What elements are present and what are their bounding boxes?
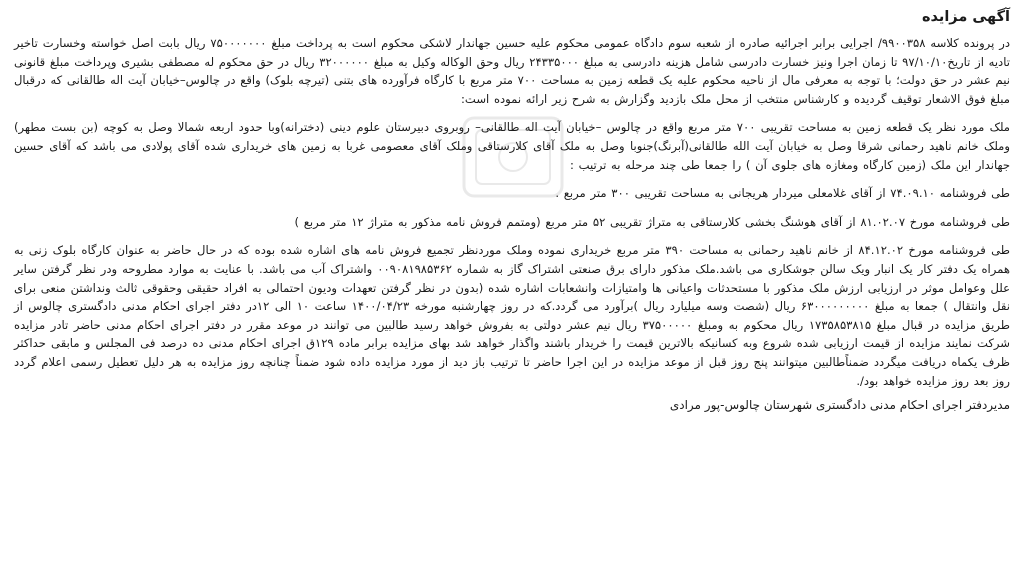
notice-paragraph-deed-2: طی فروشنامه مورخ ۸۱.۰۲.۰۷ از آقای هوشنگ بخشی کلارستاقی به متراژ تقریبی ۵۲ متر مربع (ومتمم فروش نامه مذکور به متراژ ۱۲ متر مربع ): [294, 214, 1010, 229]
notice-paragraph-property: ملک مورد نظر یک قطعه زمین به مساحت تقریبی ۷۰۰ متر مربع واقع در چالوس –خیابان آیت اله طالقانی– روبروی دبیرستان علوم دینی (دخترانه)وبا حدود اربعه شمالا وصل به کوچه (بن بست مطهر) وملک خانم ناهید رحمانی شرقا وصل به خیابان آیت الله طالقانی(آبرنگ)جنوبا وصل به ملک آقای کلارستاقی وملک آقای معصومی غربا به زمین های خریداری شده آقای پولادی می باشد که آقای حسین جهاندار این ملک (زمین کارگاه ومغازه های جلوی آن ) را جمعا طی چند مرحله به ترتیب :: [14, 120, 1011, 172]
notice-paragraph-deed-1: طی فروشنامه ۷۴.۰۹.۱۰ از آقای غلامعلی میردار هریجانی به مساحت تقریبی ۳۰۰ متر مربع .: [555, 186, 1010, 201]
notice-paragraph-case: در پرونده کلاسه ۹۹۰۰۳۵۸/ اجرایی برابر اجرائیه صادره از شعبه سوم دادگاه عمومی محکوم علیه حسین جهاندار لاشکی محکوم است به پرداخت مبلغ ۷۵۰۰۰۰۰۰۰ ریال بابت اصل خواسته وخسارت تاخیر تادیه از تاریخ۹۷/۱۰/۱۰ تا زمان اجرا ونیز خسارت دادرسی شامل هزینه دادرسی به مبلغ ۲۴۳۳۵۰۰۰ ریال وحق الوکاله وکیل به مبلغ ۳۲۰۰۰۰۰۰ ریال در حق محکوم له مصطفی بشیری وپرداخت مبلغ قانونی نیم عشر در حق دولت؛ با توجه به معرفی مال از ناحیه محکوم علیه یک قطعه زمین به مساحت ۷۰۰ متر مربع با کارگاه فرآورده های بتنی (تیرچه بلوک) واقع در چالوس–خیابان آیت اله طالقانی که درقبال مبلغ فوق الاشعار توقیف گردیده و کارشناس منتخب از محل ملک بازدید وگزارش به شرح زیر ارائه نموده است:: [14, 36, 1010, 106]
notice-paragraph-deed-3: طی فروشنامه مورخ ۸۴.۱۲.۰۲ از خانم ناهید رحمانی به مساحت ۳۹۰ متر مربع خریداری نموده وملک موردنظر تجمیع فروش نامه های اشاره شده بوده که در حال حاضر به عنوان کارگاه بلوک زنی به همراه یک دفتر کار یک انبار ویک سالن جوشکاری می باشد.ملک مذکور دارای برق صنعتی اشتراک گاز به شماره ۰۰۹۰۸۱۹۸۵۳۶۲ واشتراک آب می باشد. با عنایت به موارد مطروحه ودر نظر گرفتن سایر علل وعوامل موثر در ارزیابی ارزش ملک مذکور با مستحدثات واعیانی ها وامتیازات وانشعابات اشاره شده (بدون در نظر گرفتن تعهدات ودیون احتمالی به افراد حقیقی وحقوقی ثالث ونداشتن منعی برای نقل وانتقال ) جمعا به مبلغ ۶۳۰۰۰۰۰۰۰۰۰ ریال (شصت وسه میلیارد ریال )برآورد می گردد.که در روز چهارشنبه مورخه ۱۴۰۰/۰۴/۲۳ ساعت ۱۰ الی ۱۲در دفتر اجرای احکام مدنی دادگستری چالوس از طریق مزایده در قبال مبلغ ۱۷۳۵۸۵۳۸۱۵ ریال محکوم به ومبلغ ۳۷۵۰۰۰۰۰ ریال نیم عشر دولتی به بفروش خواهد رسید طالبین می توانند در موعد مقرر در دفتر اجرای احکام مدنی حاضر تادر مزایده شرکت نمایند مزایده از قیمت ارزیابی شده شروع وبه کسانیکه بالاترین قیمت را خریدار باشند واگذار خواهد شد بهای مزایده برابر ماده ۱۲۹ق اجرای احکام مدنی ده درصد فی المجلس و مابقی حداکثر ظرف یکماه دریافت میگردد ضمناًطالبین میتوانند پنج روز قبل از موعد مزایده در این اجرا حاضر تا ترتیب باز دید از مورد مزایده داده شود ضمناً چنانچه روز مزایده به هر دلیل تعطیل رسمی اعلام گردد روز بعد روز مزایده خواهد بود/.: [14, 243, 1011, 388]
notice-signature: مدیردفتر اجرای احکام مدنی دادگستری شهرستان چالوس-پور مرادی: [669, 398, 1010, 413]
notice-title: آگهی مزایده: [921, 9, 1010, 25]
